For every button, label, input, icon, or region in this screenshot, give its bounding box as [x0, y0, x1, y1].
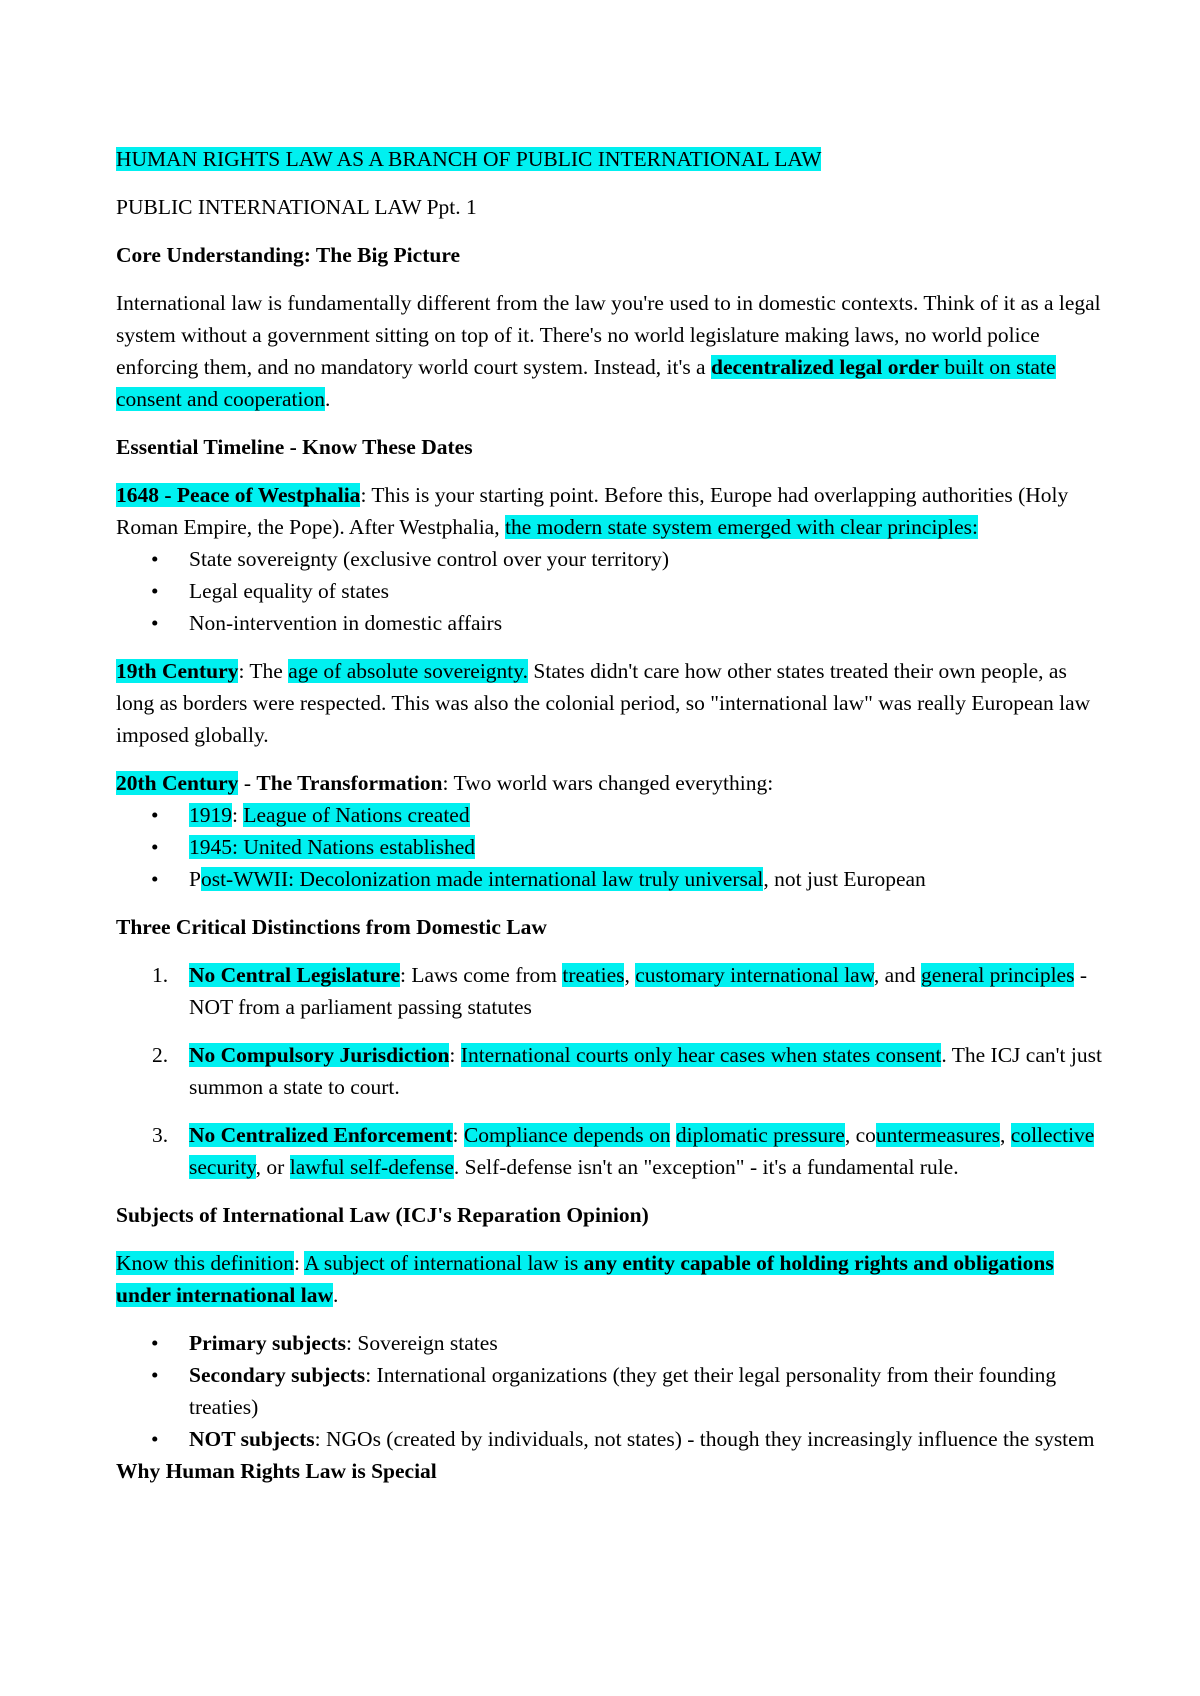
heading-why-human-rights: Why Human Rights Law is Special — [116, 1459, 437, 1483]
list-item: • Non-intervention in domestic affairs — [116, 607, 1106, 639]
list-item: 2. No Compulsory Jurisdiction: International courts only hear cases when states consent. The ICJ can't just summon a state to court. — [152, 1043, 1102, 1099]
distinctions-list — [116, 959, 1106, 1183]
westphalia-principles-list — [116, 543, 1106, 639]
list-item: 1. No Central Legislature: Laws come from treaties, customary international law, and general principles - NOT from a parliament passing statutes — [152, 963, 1087, 1019]
document-title: HUMAN RIGHTS LAW AS A BRANCH OF PUBLIC INTERNATIONAL LAW — [116, 147, 822, 171]
transformation-list — [116, 799, 1106, 895]
list-item: • Post-WWII: Decolonization made international law truly universal, not just European — [116, 863, 1106, 895]
list-item: • Legal equality of states — [116, 575, 1106, 607]
paragraph-20th-century: 20th Century - The Transformation: Two world wars changed everything: — [116, 771, 774, 795]
list-item: • Primary subjects: Sovereign states — [116, 1327, 1106, 1359]
document-body — [116, 143, 1106, 1503]
paragraph-core: International law is fundamentally different from the law you're used to in domestic contexts. Think of it as a legal system without a government sitting on top of it. There's no world legislature making laws, no world police enforcing them, and no mandatory world court system. Instead, it's a decentralized legal order built on state consent and cooperation. — [116, 291, 1101, 411]
document-subtitle: PUBLIC INTERNATIONAL LAW Ppt. 1 — [116, 195, 477, 219]
list-item: • 1945: United Nations established — [116, 831, 1106, 863]
paragraph-westphalia: 1648 - Peace of Westphalia: This is your starting point. Before this, Europe had overlapping authorities (Holy Roman Empire, the Pope). After Westphalia, the modern state system emerged with clear principles: — [116, 483, 1069, 539]
paragraph-definition: Know this definition: A subject of international law is any entity capable of holding rights and obligations under international law. — [116, 1251, 1054, 1307]
list-item: 3. No Centralized Enforcement: Compliance depends on diplomatic pressure, countermeasures, collective security, or lawful self-defense. Self-defense isn't an "exception" - it's a fundamental rule. — [152, 1123, 1095, 1179]
list-item: • NOT subjects: NGOs (created by individuals, not states) - though they increasingly influence the system — [116, 1423, 1106, 1455]
list-item: • State sovereignty (exclusive control over your territory) — [116, 543, 1106, 575]
list-item: • 1919: League of Nations created — [116, 799, 1106, 831]
list-item: • Secondary subjects: International organizations (they get their legal personality from their founding treaties) — [116, 1359, 1106, 1423]
heading-timeline: Essential Timeline - Know These Dates — [116, 435, 473, 459]
paragraph-19th-century: 19th Century: The age of absolute sovereignty. States didn't care how other states treated their own people, as long as borders were respected. This was also the colonial period, so "international law" was really European law imposed globally. — [116, 659, 1091, 747]
heading-subjects: Subjects of International Law (ICJ's Reparation Opinion) — [116, 1203, 649, 1227]
subjects-list — [116, 1327, 1106, 1455]
heading-core-understanding: Core Understanding: The Big Picture — [116, 243, 461, 267]
heading-three-distinctions: Three Critical Distinctions from Domestic Law — [116, 915, 547, 939]
